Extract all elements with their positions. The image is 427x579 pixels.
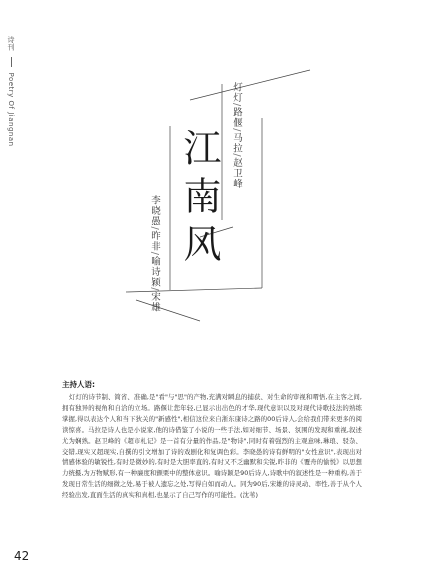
separator: /: [231, 153, 242, 158]
separator: /: [149, 287, 160, 292]
host-introduction: [62, 379, 362, 501]
intro-body: 灯灯的诗节制、简省、准确,是"看"与"思"的产物,充满对瞬息的捕获、对生命的审视和喟悟,在主客之间,拥有独异的视角和自洽的立场。路偃让您年轻,已显示出出色的才华,现代意识以及对现代诗歌技法的熟练掌握,得以表达个人和当下狄关的"新感性",相信这位来自浙东康诗之路的00后诗人,会给我们带来更多的阅读惊喜。马拉是诗人也是小说家,他的诗借鉴了小说的一些手法,如对细节、场景、氛围的发现和重视,叙述尤为娴熟。赵卫峰的《超市札记》是一首有分量的作品,是"物诗",同时有着强烈的主观意味,琳琅、驳杂、交错,现实又超现实,自撰的引文增加了诗的戏剧化和复调色彩。李晓愚的诗有鲜明的"女性意识",表现出对情感体验的敏锐性,有时是微妙的,有时是大胆率直的,有时又不乏幽默和尖锐,昨非的《覆舟的愉悦》以思想力统摄,为万物赋形,有一种廉度和颤栗中的整体意识。喻诗颖是90后诗人,诗歌中的叙述性是一种重构,善于发现日常生活的细微之处,易于被人遗忘之处,写得自如而动人。同为90后,宋雄的诗灵动、率性,善于从个人经验出发,直面生活的真实和真相,也显示了自己写作的可能性。(沈苇): [62, 393, 362, 500]
author-name: 昨非: [149, 230, 160, 252]
author-list-left: [147, 195, 161, 325]
author-list-right: [229, 82, 243, 232]
column-subtitle: Poetry Of Jiangnan: [7, 72, 15, 147]
author-name: 赵卫峰: [231, 157, 242, 190]
author-name: 马拉: [231, 132, 242, 154]
author-name: 灯灯: [231, 82, 242, 103]
page-number: 42: [14, 549, 30, 563]
line-lower-diagonal: [136, 300, 200, 321]
author-name: 宋雄: [149, 291, 160, 313]
separator: /: [231, 128, 242, 133]
intro-heading: 主持人语:: [62, 380, 95, 389]
author-name: 路偃: [231, 107, 242, 129]
separator: /: [149, 226, 160, 231]
column-name: 诗刊: [7, 36, 15, 51]
author-name: 李晓愚: [149, 195, 160, 227]
separator: /: [149, 251, 160, 256]
poetry-section-title: 江南风: [177, 128, 221, 272]
separator: /: [231, 103, 242, 108]
author-name: 喻诗颖: [149, 255, 160, 288]
line-top: [190, 70, 310, 100]
